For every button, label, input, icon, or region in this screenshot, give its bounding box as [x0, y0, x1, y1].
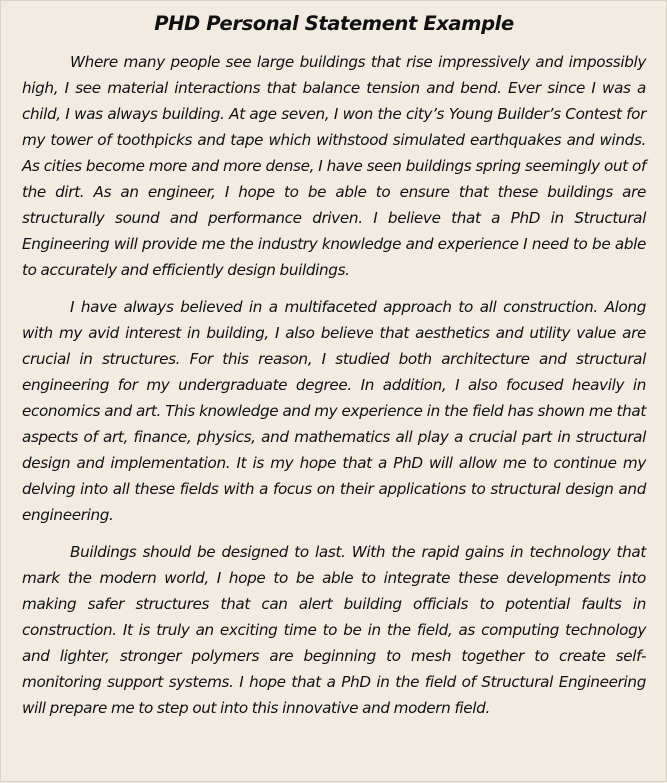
paragraph-1: Where many people see large buildings that rise impressively and impossibly high, I see material interactions that balance tension and bend. Ever since I was a child, I was always building. At age seven, I won the city’s Young Builder’s Contest for my tower of toothpicks and tape which withstood simulated earthquakes and winds. As cities become more and more dense, I have seen buildings spring seemingly out of the dirt. As an engineer, I hope to be able to ensure that these buildings are structurally sound and performance driven. I believe that a PhD in Structural Engineering will provide me the industry knowledge and experience I need to be able to accurately and efficiently design buildings.	[22, 53, 646, 279]
paragraph-3: Buildings should be designed to last. With the rapid gains in technology that mark the modern world, I hope to be able to integrate these developments into making safer structures that can alert building officials to potential faults in construction. It is truly an exciting time to be in the field, as computing technology and lighter, stronger polymers are beginning to mesh together to create self-monitoring support systems. I hope that a PhD in the field of Structural Engineering will prepare me to step out into this innovative and modern field.	[22, 543, 646, 717]
paragraph-2: I have always believed in a multifaceted approach to all construction. Along with my avid interest in building, I also believe that aesthetics and utility value are crucial in structures. For this reason, I studied both architecture and structural engineering for my undergraduate degree. In addition, I also focused heavily in economics and art. This knowledge and my experience in the field has shown me that aspects of art, finance, physics, and mathematics all play a crucial part in structural design and implementation. It is my hope that a PhD will allow me to continue my delving into all these fields with a focus on their applications to structural design and engineering.	[22, 298, 646, 524]
document-page	[1, 1, 667, 783]
document-title: PHD Personal Statement Example	[154, 12, 514, 35]
